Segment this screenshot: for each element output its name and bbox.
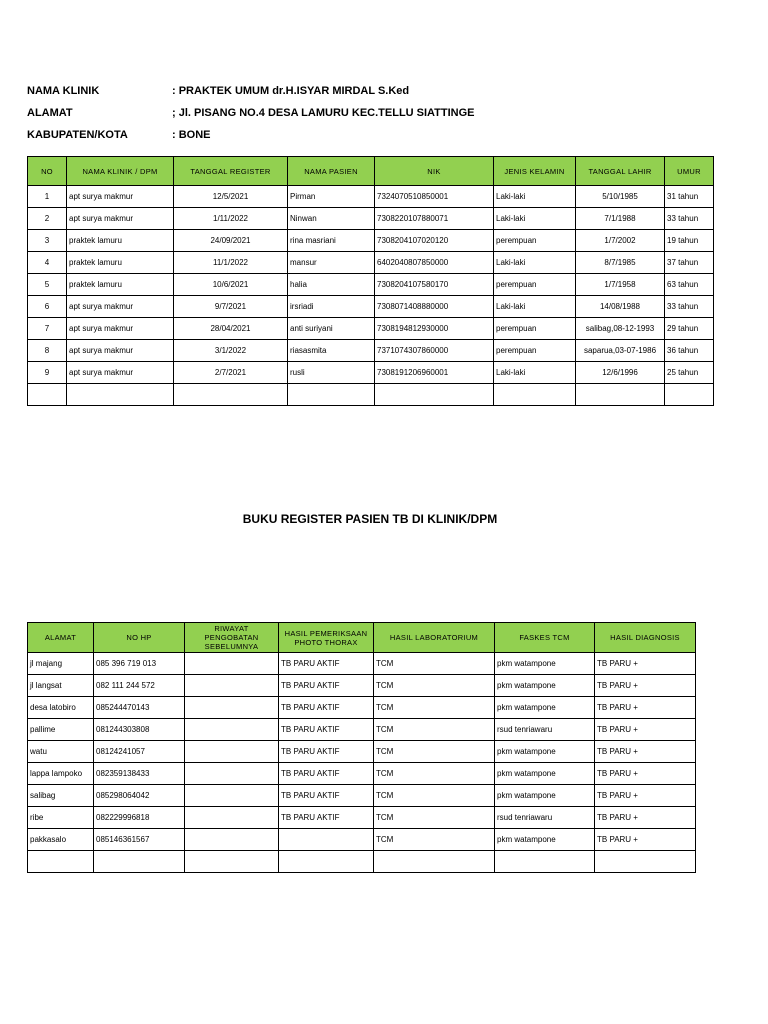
table-cell: TB PARU AKTIF (279, 697, 374, 719)
table-cell: jl majang (28, 653, 94, 675)
table-row (28, 719, 696, 741)
examination-table (27, 622, 696, 873)
table-cell: 19 tahun (665, 230, 714, 252)
table-cell: 36 tahun (665, 340, 714, 362)
table-cell: 085298064042 (94, 785, 185, 807)
table-cell (185, 741, 279, 763)
table-cell: TB PARU AKTIF (279, 719, 374, 741)
table-cell: pkm watampone (495, 675, 595, 697)
info-row-kabupaten (27, 124, 475, 146)
table-cell: rusli (288, 362, 375, 384)
table-cell: pkm watampone (495, 763, 595, 785)
table-cell: 082359138433 (94, 763, 185, 785)
table-row (28, 763, 696, 785)
table-cell: desa latobiro (28, 697, 94, 719)
info-row-klinik (27, 80, 475, 102)
table-cell: 6402040807850000 (375, 252, 494, 274)
table-cell: praktek lamuru (67, 252, 174, 274)
table-cell: 31 tahun (665, 186, 714, 208)
table-row (28, 230, 714, 252)
table-row (28, 208, 714, 230)
table-cell (185, 763, 279, 785)
column-header: HASIL PEMERIKSAAN PHOTO THORAX (279, 623, 374, 653)
table-cell: 33 tahun (665, 296, 714, 318)
table-cell: rsud tenriawaru (495, 807, 595, 829)
column-header: HASIL DIAGNOSIS (595, 623, 696, 653)
table-row (28, 362, 714, 384)
table-cell: salibag,08-12-1993 (576, 318, 665, 340)
table-cell: 2 (28, 208, 67, 230)
table-cell: TB PARU + (595, 697, 696, 719)
table-cell: TCM (374, 741, 495, 763)
table-cell (174, 384, 288, 406)
table-cell: 7324070510850001 (375, 186, 494, 208)
table-cell (28, 851, 94, 873)
table-cell: 6 (28, 296, 67, 318)
table-cell: TCM (374, 763, 495, 785)
table-cell: TB PARU + (595, 763, 696, 785)
table-cell (185, 829, 279, 851)
table-cell: Ninwan (288, 208, 375, 230)
table-row (28, 653, 696, 675)
table-cell: TB PARU AKTIF (279, 675, 374, 697)
alamat-label: ALAMAT (27, 107, 73, 119)
table-cell: 29 tahun (665, 318, 714, 340)
column-header: NAMA KLINIK / DPM (67, 157, 174, 186)
table-cell: TB PARU + (595, 741, 696, 763)
table-cell: 12/6/1996 (576, 362, 665, 384)
table-cell (94, 851, 185, 873)
table-cell: TB PARU AKTIF (279, 807, 374, 829)
table-cell: Laki-laki (494, 186, 576, 208)
table-cell: 2/7/2021 (174, 362, 288, 384)
table-cell: TB PARU + (595, 719, 696, 741)
table-row (28, 252, 714, 274)
table-cell: pkm watampone (495, 653, 595, 675)
table-cell: 1/11/2022 (174, 208, 288, 230)
table-cell: 081244303808 (94, 719, 185, 741)
table-cell (185, 807, 279, 829)
column-header: NIK (375, 157, 494, 186)
table-cell: 1 (28, 186, 67, 208)
table-row (28, 186, 714, 208)
table-cell: TCM (374, 675, 495, 697)
table-cell: 7308220107880071 (375, 208, 494, 230)
table-cell: riasasmita (288, 340, 375, 362)
table-cell: apt surya makmur (67, 296, 174, 318)
table-cell: Laki-laki (494, 296, 576, 318)
kabupaten-label: KABUPATEN/KOTA (27, 129, 128, 141)
table-cell (185, 719, 279, 741)
column-header: RIWAYAT PENGOBATAN SEBELUMNYA (185, 623, 279, 653)
table-cell: 24/09/2021 (174, 230, 288, 252)
table-cell: 7308191206960001 (375, 362, 494, 384)
table-cell (67, 384, 174, 406)
table-cell: 28/04/2021 (174, 318, 288, 340)
table-cell: 10/6/2021 (174, 274, 288, 296)
table-row (28, 384, 714, 406)
table-cell: pkm watampone (495, 697, 595, 719)
table-cell: praktek lamuru (67, 230, 174, 252)
table-cell: TCM (374, 807, 495, 829)
table-cell: jl langsat (28, 675, 94, 697)
clinic-info (27, 80, 475, 146)
table-cell: halia (288, 274, 375, 296)
patient-table-header (28, 157, 714, 186)
table-cell (185, 851, 279, 873)
column-header: FASKES TCM (495, 623, 595, 653)
table-cell: 08124241057 (94, 741, 185, 763)
table-cell: Pirman (288, 186, 375, 208)
klinik-label: NAMA KLINIK (27, 85, 100, 97)
table-cell (288, 384, 375, 406)
table-cell: TB PARU AKTIF (279, 741, 374, 763)
table-cell (185, 785, 279, 807)
table-cell: 082 111 244 572 (94, 675, 185, 697)
table-cell: perempuan (494, 318, 576, 340)
table-cell (374, 851, 495, 873)
table-cell: perempuan (494, 274, 576, 296)
table-row (28, 340, 714, 362)
table-cell (185, 697, 279, 719)
table-cell: watu (28, 741, 94, 763)
alamat-value: ; Jl. PISANG NO.4 DESA LAMURU KEC.TELLU SIATTINGE (172, 107, 475, 119)
column-header: NO HP (94, 623, 185, 653)
table-cell: 7371074307860000 (375, 340, 494, 362)
table-cell: 5 (28, 274, 67, 296)
table-cell: 082229996818 (94, 807, 185, 829)
table-cell: Laki-laki (494, 362, 576, 384)
column-header: UMUR (665, 157, 714, 186)
table-cell: 7 (28, 318, 67, 340)
table-cell: perempuan (494, 340, 576, 362)
table-cell: apt surya makmur (67, 208, 174, 230)
table-cell: 4 (28, 252, 67, 274)
table-row (28, 274, 714, 296)
table-cell: mansur (288, 252, 375, 274)
table-cell: TCM (374, 719, 495, 741)
table-cell: 8 (28, 340, 67, 362)
table-cell (595, 851, 696, 873)
table-cell (185, 675, 279, 697)
table-cell: 085244470143 (94, 697, 185, 719)
table-cell: salibag (28, 785, 94, 807)
table-cell: 3/1/2022 (174, 340, 288, 362)
table-cell (665, 384, 714, 406)
table-cell (279, 829, 374, 851)
table-cell: apt surya makmur (67, 186, 174, 208)
table-cell: 5/10/1985 (576, 186, 665, 208)
table-cell: pkm watampone (495, 785, 595, 807)
table-cell (576, 384, 665, 406)
table-cell: 33 tahun (665, 208, 714, 230)
table-cell: 37 tahun (665, 252, 714, 274)
table-cell: 7308204107020120 (375, 230, 494, 252)
kabupaten-value: : BONE (172, 129, 211, 141)
table-cell: apt surya makmur (67, 318, 174, 340)
column-header: JENIS KELAMIN (494, 157, 576, 186)
table-cell (495, 851, 595, 873)
table-cell: TB PARU + (595, 829, 696, 851)
table-cell (375, 384, 494, 406)
table-cell (185, 653, 279, 675)
table-row (28, 675, 696, 697)
table-cell (28, 384, 67, 406)
table-cell: irsriadi (288, 296, 375, 318)
table-row (28, 697, 696, 719)
table-row (28, 851, 696, 873)
table-cell: 8/7/1985 (576, 252, 665, 274)
table-cell: Laki-laki (494, 208, 576, 230)
table-cell: 9/7/2021 (174, 296, 288, 318)
table-cell: pkm watampone (495, 741, 595, 763)
table-cell: TCM (374, 829, 495, 851)
info-row-alamat (27, 102, 475, 124)
table-cell: TB PARU + (595, 675, 696, 697)
table-cell: TCM (374, 697, 495, 719)
table-cell: TCM (374, 785, 495, 807)
table-cell: pkm watampone (495, 829, 595, 851)
table-cell: apt surya makmur (67, 362, 174, 384)
table-cell: anti suriyani (288, 318, 375, 340)
klinik-value: : PRAKTEK UMUM dr.H.ISYAR MIRDAL S.Ked (172, 85, 410, 97)
table-row (28, 318, 714, 340)
table-cell: perempuan (494, 230, 576, 252)
table-cell: TCM (374, 653, 495, 675)
patient-table-body (28, 186, 714, 406)
table-cell: 63 tahun (665, 274, 714, 296)
table-cell: 085 396 719 013 (94, 653, 185, 675)
table-cell: lappa lampoko (28, 763, 94, 785)
table-cell: 085146361567 (94, 829, 185, 851)
table-cell: TB PARU AKTIF (279, 653, 374, 675)
table-cell: 14/08/1988 (576, 296, 665, 318)
table-cell (279, 851, 374, 873)
table-cell: pallime (28, 719, 94, 741)
table-cell: 1/7/2002 (576, 230, 665, 252)
table-cell: 7308204107580170 (375, 274, 494, 296)
patient-table (27, 156, 714, 406)
table-cell: TB PARU + (595, 807, 696, 829)
table-row (28, 807, 696, 829)
table-cell: apt surya makmur (67, 340, 174, 362)
table-row (28, 785, 696, 807)
table-cell: TB PARU AKTIF (279, 763, 374, 785)
examination-table-header (28, 623, 696, 653)
table-cell: rina masriani (288, 230, 375, 252)
column-header: TANGGAL REGISTER (174, 157, 288, 186)
table-cell: 3 (28, 230, 67, 252)
table-cell: ribe (28, 807, 94, 829)
column-header: TANGGAL LAHIR (576, 157, 665, 186)
column-header: NO (28, 157, 67, 186)
table-cell: 11/1/2022 (174, 252, 288, 274)
document-title: BUKU REGISTER PASIEN TB DI KLINIK/DPM (242, 512, 498, 526)
table-cell: 9 (28, 362, 67, 384)
table-cell: pakkasalo (28, 829, 94, 851)
table-row (28, 829, 696, 851)
examination-table-body (28, 653, 696, 873)
table-cell: praktek lamuru (67, 274, 174, 296)
table-cell: saparua,03-07-1986 (576, 340, 665, 362)
table-cell: Laki-laki (494, 252, 576, 274)
table-cell: 7/1/1988 (576, 208, 665, 230)
table-cell: TB PARU + (595, 653, 696, 675)
column-header: ALAMAT (28, 623, 94, 653)
table-cell: 12/5/2021 (174, 186, 288, 208)
column-header: NAMA PASIEN (288, 157, 375, 186)
table-cell (494, 384, 576, 406)
table-row (28, 741, 696, 763)
table-cell: 1/7/1958 (576, 274, 665, 296)
column-header: HASIL LABORATORIUM (374, 623, 495, 653)
table-cell: rsud tenriawaru (495, 719, 595, 741)
table-cell: 25 tahun (665, 362, 714, 384)
table-cell: TB PARU + (595, 785, 696, 807)
table-cell: 7308194812930000 (375, 318, 494, 340)
table-row (28, 296, 714, 318)
table-cell: 7308071408880000 (375, 296, 494, 318)
table-cell: TB PARU AKTIF (279, 785, 374, 807)
